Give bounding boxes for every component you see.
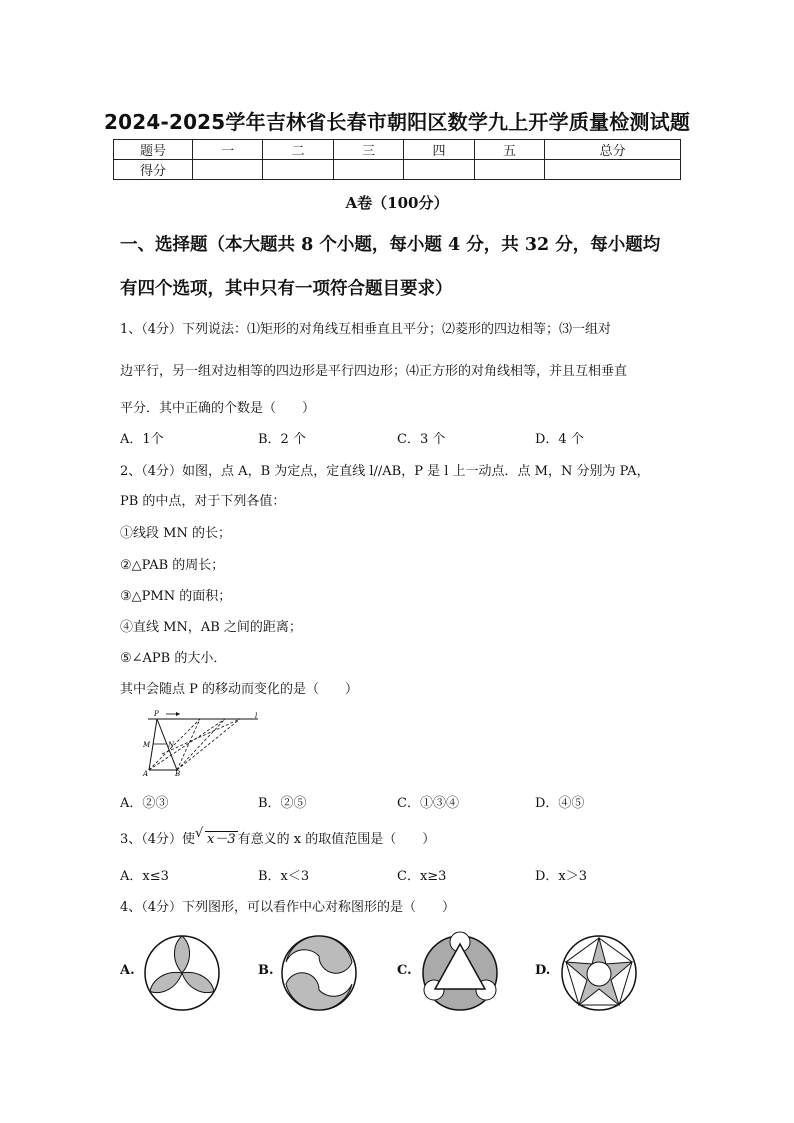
label-m: M xyxy=(143,741,151,749)
q1-option-b[interactable]: B．2 个 xyxy=(258,432,306,447)
q4-option-b-label[interactable]: B. xyxy=(258,963,274,978)
score-header-cell: 二 xyxy=(263,140,333,160)
q2-option-c[interactable]: C．①③④ xyxy=(397,796,459,811)
petal xyxy=(174,936,189,973)
section-heading-line: 有四个选项，其中只有一项符合题目要求） xyxy=(120,279,453,299)
q1-option-c[interactable]: C．3 个 xyxy=(397,432,446,447)
score-table-score-row xyxy=(114,160,681,180)
q4-option-c-label[interactable]: C. xyxy=(397,963,412,978)
score-row-label: 得分 xyxy=(114,160,193,180)
score-header-cell: 一 xyxy=(193,140,263,160)
q1-text-line: 边平行，另一组对边相等的四边形是平行四边形；⑷正方形的对角线相等，并且互相垂直 xyxy=(120,364,628,379)
q4-figure-b[interactable] xyxy=(280,934,358,1012)
q4-option-d-label[interactable]: D. xyxy=(535,963,551,978)
q2-option-d[interactable]: D．④⑤ xyxy=(535,796,585,811)
volume-heading: A卷（100分） xyxy=(345,194,449,212)
score-cell[interactable] xyxy=(404,160,474,180)
q3-prefix: 3、（4分）使 xyxy=(120,832,196,847)
score-header-cell: 三 xyxy=(333,140,403,160)
q2-item: ②△PAB 的周长； xyxy=(120,558,225,573)
segment-pa xyxy=(149,719,157,770)
page-title: 2024-2025学年吉林省长春市朝阳区数学九上开学质量检测试题 xyxy=(103,110,691,134)
q2-figure xyxy=(140,708,260,780)
swirl-bottom xyxy=(286,973,352,1010)
score-cell[interactable] xyxy=(263,160,333,180)
swirl-top xyxy=(286,936,352,973)
q2-option-b[interactable]: B．②⑤ xyxy=(258,796,307,811)
q2-item: ⑤∠APB 的大小． xyxy=(120,651,227,666)
section-heading-line: 一、选择题（本大题共 8 个小题，每小题 4 分，共 32 分，每小题均 xyxy=(120,235,661,255)
label-p: P xyxy=(154,710,159,718)
q2-option-a[interactable]: A．②③ xyxy=(120,796,169,811)
q1-option-a[interactable]: A．1个 xyxy=(120,432,164,447)
label-b: B xyxy=(175,770,181,778)
score-cell[interactable] xyxy=(333,160,403,180)
q4-text-line: 4、（4分）下列图形，可以看作中心对称图形的是（ ） xyxy=(120,900,456,915)
q4-figure-d[interactable] xyxy=(560,934,638,1012)
q4-figure-c[interactable] xyxy=(421,934,499,1012)
dashed-line xyxy=(177,719,200,770)
score-header-cell: 五 xyxy=(474,140,544,160)
score-header-cell: 总分 xyxy=(545,140,681,160)
score-table-header-row xyxy=(114,140,681,160)
label-n: N xyxy=(168,741,175,749)
radical-sign: √ xyxy=(195,826,204,841)
score-header-cell: 四 xyxy=(404,140,474,160)
petal xyxy=(178,966,218,998)
q2-text-line: 2、（4分）如图，点 A，B 为定点，定直线 l//AB，P 是 l 上一动点．点 M，N 分别为 PA， xyxy=(120,464,650,479)
motion-arrow-head xyxy=(176,712,180,716)
q2-item: ①线段 MN 的长； xyxy=(120,526,231,541)
score-header-cell: 题号 xyxy=(114,140,193,160)
score-cell[interactable] xyxy=(193,160,263,180)
q3-option-b[interactable]: B．x＜3 xyxy=(258,869,310,884)
q3-option-c[interactable]: C．x≥3 xyxy=(397,869,447,884)
score-table xyxy=(113,139,681,180)
score-cell[interactable] xyxy=(474,160,544,180)
q3-option-d[interactable]: D．x＞3 xyxy=(535,869,588,884)
q1-text-line: 平分．其中正确的个数是（ ） xyxy=(120,401,316,416)
q3-option-a[interactable]: A．x≤3 xyxy=(120,869,169,884)
q3-text-line xyxy=(120,828,435,847)
q2-item: ④直线 MN，AB 之间的距离； xyxy=(120,620,302,635)
score-cell[interactable] xyxy=(545,160,681,180)
q4-figure-a[interactable] xyxy=(143,934,221,1012)
q1-text-line: 1、（4分）下列说法：⑴矩形的对角线互相垂直且平分；⑵菱形的四边相等；⑶一组对 xyxy=(120,322,612,337)
q1-option-d[interactable]: D．4 个 xyxy=(535,432,584,447)
q2-question-line: 其中会随点 P 的移动而变化的是（ ） xyxy=(120,682,359,697)
radicand: x－3 xyxy=(207,832,236,847)
dashed-line xyxy=(177,719,225,770)
inner-circle xyxy=(587,962,611,986)
label-l: l xyxy=(255,712,258,720)
q2-text-line: PB 的中点，对于下列各值： xyxy=(120,494,286,509)
sqrt-expression xyxy=(195,828,238,847)
petal xyxy=(146,966,186,998)
label-a: A xyxy=(143,770,149,778)
q3-suffix: 有意义的 x 的取值范围是（ ） xyxy=(237,832,436,847)
q4-option-a-label[interactable]: A. xyxy=(120,963,135,978)
q2-item: ③△PMN 的面积； xyxy=(120,589,232,604)
